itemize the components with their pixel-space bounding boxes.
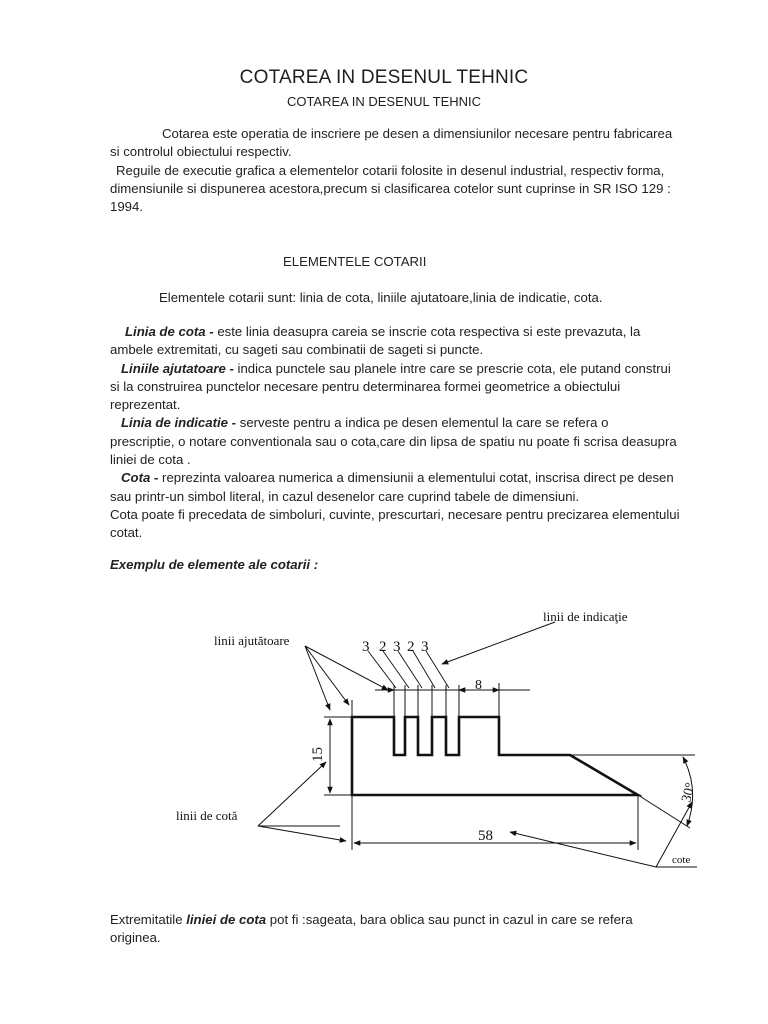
closing-term: liniei de cota — [186, 912, 267, 927]
definition-text: si la construirea punctelor necesare pentru determinarea formei geometrice a obiectului — [110, 378, 621, 394]
small-dim-leaders — [368, 651, 449, 688]
term-cota: Cota - — [121, 470, 159, 486]
dim-small-1: 3 — [362, 639, 370, 655]
closing-line-2: originea. — [110, 930, 161, 946]
definition-text: reprezentat. — [110, 397, 181, 413]
dim-15: 15 — [310, 747, 326, 762]
intro-line: Cotarea este operatia de inscriere pe desen a dimensiunilor necesare pentru fabricarea — [162, 126, 673, 141]
definition-text: prescriptie, o notare conventionala sau o cota,care din lipsa de spatiu nu poate fi scrisa deasupra — [110, 433, 677, 449]
definition-text: serveste pentru a indica pe desen elementul la care se refera o — [239, 415, 609, 431]
definition-text: este linia deasupra careia se inscrie cota respectiva si este prevazuta, la — [217, 324, 641, 339]
document-subtitle: COTAREA IN DESENUL TEHNIC — [286, 94, 482, 109]
term-linia-indicatie: Linia de indicatie - — [121, 415, 237, 431]
document-title: COTAREA IN DESENUL TEHNIC — [239, 67, 529, 88]
definition-text: indica punctele sau planele intre care se prescrie cota, ele putand construi — [237, 360, 671, 376]
intro-line: dimensiunile si dispunerea acestora,precum si clasificarea cotelor sunt cuprinse in SR ISO 129 : — [110, 180, 671, 196]
dim-small-4: 2 — [407, 639, 415, 655]
dim-58: 58 — [478, 828, 493, 844]
dim-small-5: 3 — [421, 639, 429, 655]
definition-text: sau printr-un simbol literal, in cazul desenelor care cuprind tabele de dimensiuni. — [110, 488, 580, 504]
definition-text: Cota poate fi precedata de simboluri, cuvinte, prescurtari, necesare pentru precizarea elementului — [110, 506, 680, 522]
closing-prefix: Extremitatile — [110, 912, 183, 927]
definition-text: ambele extremitati, cu sageti sau combinatii de sageti si puncte. — [110, 342, 484, 358]
intro-line: si controlul obiectului respectiv. — [110, 144, 292, 160]
closing-line — [110, 911, 700, 929]
extension-lines — [324, 683, 695, 850]
elements-sentence: Elementele cotarii sunt: linia de cota, liniile ajutatoare,linia de indicatie, cota. — [159, 290, 603, 305]
label-linii-indicatie: linii de indicaţie — [543, 609, 628, 624]
intro-line: 1994. — [110, 199, 144, 215]
dim-small-2: 2 — [379, 639, 387, 655]
closing-paragraph — [110, 911, 700, 948]
definition-text: liniei de cota . — [110, 452, 191, 468]
dim-small-3: 3 — [393, 639, 401, 655]
term-liniile-ajutatoare: Liniile ajutatoare - — [121, 360, 234, 376]
label-cote: cote — [672, 854, 691, 866]
dim-angle: 30° — [679, 781, 699, 805]
label-linii-ajutatoare: linii ajutătoare — [214, 633, 290, 648]
term-linia-cota: Linia de cota - — [125, 324, 214, 339]
part-outline — [352, 717, 638, 795]
example-heading: Exemplu de elemente ale cotarii : — [110, 557, 319, 572]
definition-text: cotat. — [110, 525, 143, 541]
closing-suffix: pot fi :sageata, bara oblica sau punct in cazul in care se refera — [269, 912, 633, 927]
definition-text: reprezinta valoarea numerica a dimensiunii a elementului cotat, inscrisa direct pe desen — [162, 470, 674, 486]
section-heading: ELEMENTELE COTARII — [283, 254, 427, 269]
label-linii-cota: linii de cotă — [176, 808, 238, 823]
intro-line: Reguile de executie grafica a elementelor cotarii folosite in desenul industrial, respectiv forma, — [116, 162, 665, 178]
dim-8: 8 — [475, 678, 482, 693]
